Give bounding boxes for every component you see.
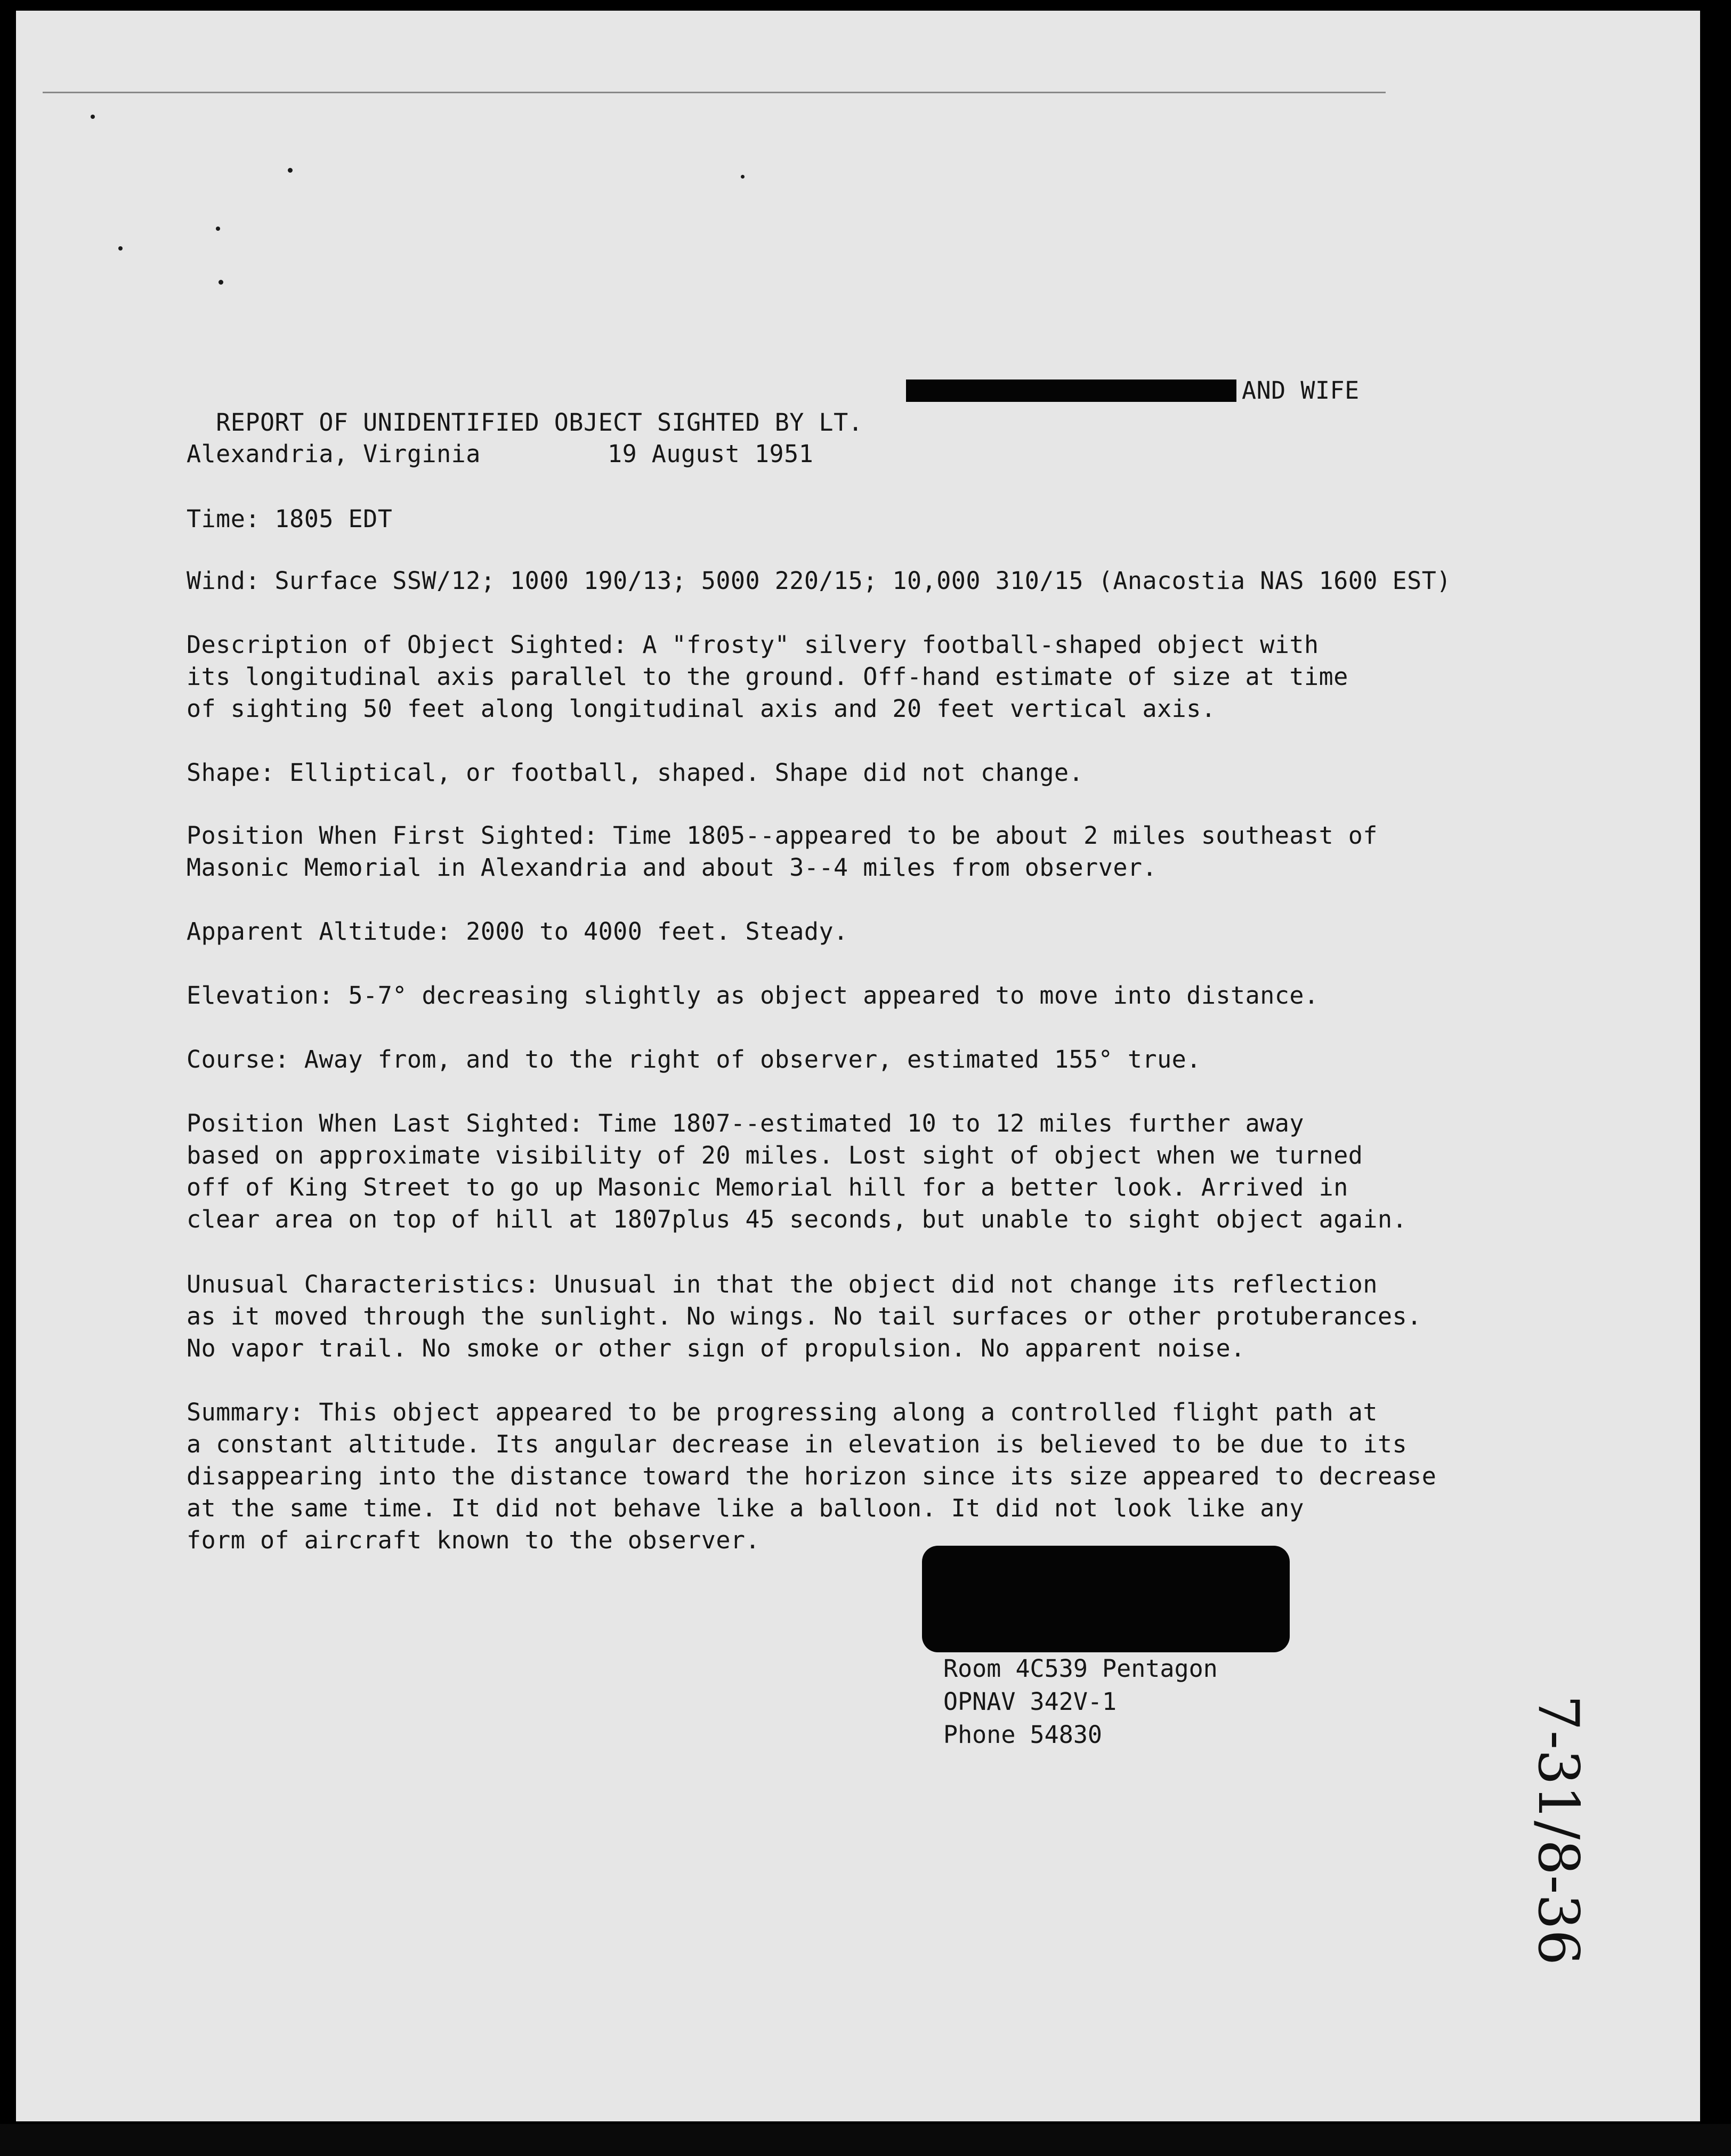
altitude-line: Apparent Altitude: 2000 to 4000 feet. Steady. [187, 917, 848, 946]
course-line: Course: Away from, and to the right of observer, estimated 155° true. [187, 1045, 1201, 1073]
summary-line-4: at the same time. It did not behave like a balloon. It did not look like any [187, 1494, 1305, 1522]
description-line-2: its longitudinal axis parallel to the ground. Off-hand estimate of size at time [187, 663, 1348, 691]
location: Alexandria, Virginia [187, 440, 481, 468]
first-sighted-line-2: Masonic Memorial in Alexandria and about 3--4 miles from observer. [187, 853, 1158, 882]
last-sighted-line-3: off of King Street to go up Masonic Memorial hill for a better look. Arrived in [187, 1173, 1348, 1201]
handwritten-margin-note: 7-31/8-36 [1526, 1695, 1591, 1966]
description-line-3: of sighting 50 feet along longitudinal axis and 20 feet vertical axis. [187, 695, 1216, 723]
scan-speck [219, 280, 223, 285]
signature-phone: Phone 54830 [943, 1721, 1103, 1749]
shape-line: Shape: Elliptical, or football, shaped. Shape did not change. [187, 758, 1084, 787]
last-sighted-line-1: Position When Last Sighted: Time 1807--estimated 10 to 12 miles further away [187, 1109, 1305, 1137]
title-end: AND WIFE [1242, 376, 1360, 405]
scan-speck [288, 168, 293, 173]
summary-line-3: disappearing into the distance toward the horizon since its size appeared to decrease [187, 1462, 1437, 1490]
characteristics-line-2: as it moved through the sunlight. No wings. No tail surfaces or other protuberances. [187, 1302, 1422, 1330]
elevation-line: Elevation: 5-7° decreasing slightly as object appeared to move into distance. [187, 981, 1319, 1010]
summary-line-5: form of aircraft known to the observer. [187, 1526, 761, 1554]
date: 19 August 1951 [608, 440, 814, 468]
top-rule [43, 92, 1386, 93]
first-sighted-line-1: Position When First Sighted: Time 1805--appeared to be about 2 miles southeast of [187, 821, 1378, 850]
summary-line-1: Summary: This object appeared to be progressing along a controlled flight path at [187, 1398, 1378, 1426]
last-sighted-line-2: based on approximate visibility of 20 miles. Lost sight of object when we turned [187, 1141, 1363, 1169]
summary-line-2: a constant altitude. Its angular decrease in elevation is believed to be due to its [187, 1430, 1408, 1458]
wind-line: Wind: Surface SSW/12; 1000 190/13; 5000 220/15; 10,000 310/15 (Anacostia NAS 1600 EST) [187, 567, 1451, 595]
characteristics-line-1: Unusual Characteristics: Unusual in that the object did not change its reflection [187, 1270, 1378, 1298]
scan-speck [216, 227, 220, 231]
description-line-1: Description of Object Sighted: A "frosty" silvery football-shaped object with [187, 631, 1319, 659]
redaction-signature [922, 1546, 1290, 1652]
scan-speck [741, 175, 745, 179]
characteristics-line-3: No vapor trail. No smoke or other sign of propulsion. No apparent noise. [187, 1334, 1245, 1362]
signature-opnav: OPNAV 342V-1 [943, 1687, 1117, 1716]
scan-border [0, 2124, 1731, 2156]
time-line: Time: 1805 EDT [187, 505, 393, 533]
scan-speck [118, 246, 123, 251]
title-start: REPORT OF UNIDENTIFIED OBJECT SIGHTED BY LT. [216, 408, 863, 437]
signature-room: Room 4C539 Pentagon [943, 1654, 1218, 1683]
report-title [187, 375, 863, 439]
last-sighted-line-4: clear area on top of hill at 1807plus 45 seconds, but unable to sight object again. [187, 1205, 1408, 1233]
redaction-name [906, 379, 1236, 402]
scan-speck [91, 115, 95, 119]
